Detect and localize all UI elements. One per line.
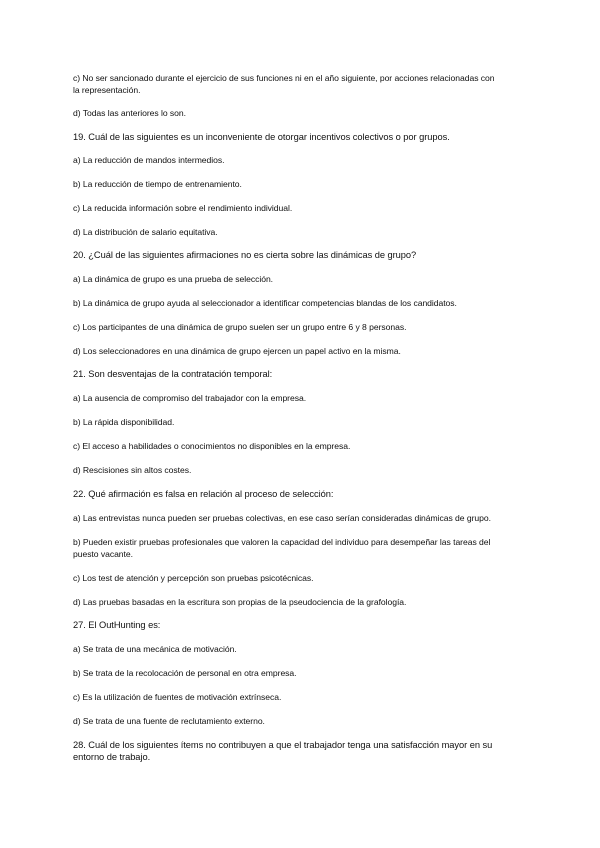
question-28-line-2: entorno de trabajo. bbox=[73, 752, 151, 762]
option-d: d) Todas las anteriores lo son. bbox=[73, 108, 186, 118]
q22-option-a: a) Las entrevistas nunca pueden ser pruebas colectivas, en ese caso serían consideradas dinámicas de grupo. bbox=[73, 513, 491, 523]
q19-option-c: c) La reducida información sobre el rendimiento individual. bbox=[73, 203, 293, 213]
q27-option-c: c) Es la utilización de fuentes de motivación extrínseca. bbox=[73, 692, 282, 702]
q19-option-a: a) La reducción de mandos intermedios. bbox=[73, 155, 225, 165]
q22-option-c: c) Los test de atención y percepción son pruebas psicotécnicas. bbox=[73, 573, 314, 583]
question-21: 21. Son desventajas de la contratación temporal: bbox=[73, 369, 273, 379]
q27-option-a: a) Se trata de una mecánica de motivación. bbox=[73, 644, 237, 654]
q22-option-d: d) Las pruebas basadas en la escritura son propias de la pseudociencia de la grafología. bbox=[73, 597, 407, 607]
q20-option-c: c) Los participantes de una dinámica de grupo suelen ser un grupo entre 6 y 8 personas. bbox=[73, 322, 407, 332]
question-27: 27. El OutHunting es: bbox=[73, 620, 161, 630]
q21-option-a: a) La ausencia de compromiso del trabajador con la empresa. bbox=[73, 393, 307, 403]
option-c-line-2: la representación. bbox=[73, 85, 141, 95]
q20-option-b: b) La dinámica de grupo ayuda al seleccionador a identificar competencias blandas de los candidatos. bbox=[73, 298, 457, 308]
q19-option-d: d) La distribución de salario equitativa. bbox=[73, 227, 218, 237]
question-22: 22. Qué afirmación es falsa en relación al proceso de selección: bbox=[73, 489, 334, 499]
q22-option-b-line-2: puesto vacante. bbox=[73, 549, 133, 559]
question-28-line-1: 28. Cuál de los siguientes ítems no contribuyen a que el trabajador tenga una satisfacción mayor en su bbox=[73, 740, 493, 750]
q19-option-b: b) La reducción de tiempo de entrenamiento. bbox=[73, 179, 242, 189]
q22-option-b-line-1: b) Pueden existir pruebas profesionales que valoren la capacidad del individuo para desempeñar las tareas del bbox=[73, 537, 491, 547]
q20-option-a: a) La dinámica de grupo es una prueba de selección. bbox=[73, 274, 274, 284]
q27-option-b: b) Se trata de la recolocación de personal en otra empresa. bbox=[73, 668, 297, 678]
q21-option-c: c) El acceso a habilidades o conocimientos no disponibles en la empresa. bbox=[73, 441, 351, 451]
question-20: 20. ¿Cuál de las siguientes afirmaciones no es cierta sobre las dinámicas de grupo? bbox=[73, 250, 417, 260]
q21-option-d: d) Rescisiones sin altos costes. bbox=[73, 465, 192, 475]
option-c-line-1: c) No ser sancionado durante el ejercicio de sus funciones ni en el año siguiente, por acciones relacionadas con bbox=[73, 73, 495, 83]
q21-option-b: b) La rápida disponibilidad. bbox=[73, 417, 175, 427]
q27-option-d: d) Se trata de una fuente de reclutamiento externo. bbox=[73, 716, 265, 726]
q20-option-d: d) Los seleccionadores en una dinámica de grupo ejercen un papel activo en la misma. bbox=[73, 346, 401, 356]
question-19: 19. Cuál de las siguientes es un inconveniente de otorgar incentivos colectivos o por grupos. bbox=[73, 132, 450, 142]
